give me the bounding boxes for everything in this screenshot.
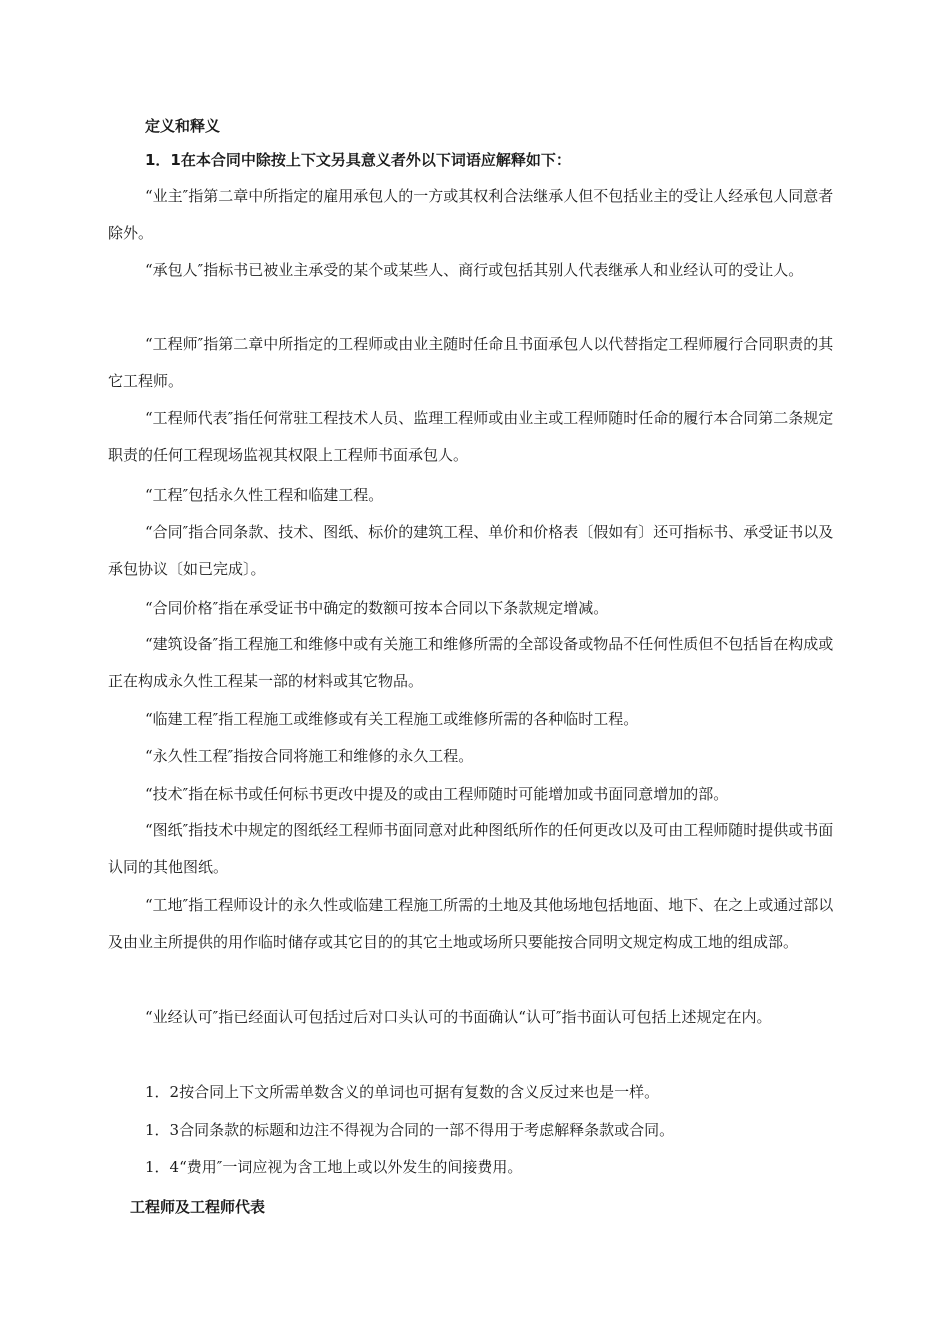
definition-specification: “技术″指在标书或任何标书更改中提及的或由工程师随时可能增加或书面同意增加的部。	[145, 785, 729, 803]
definition-engineer: “工程师″指第二章中所指定的工程师或由业主随时任命且书面承包人以代替指定工程师履行合同职责的其它工程师。	[108, 335, 834, 390]
clause-1-1: 1．1在本合同中除按上下文另具意义者外以下词语应解释如下：	[145, 151, 571, 169]
definition-site: “工地″指工程师设计的永久性或临建工程施工所需的土地及其他场地包括地面、地下、在之上或通过部以及由业主所提供的用作临时储存或其它目的的其它土地或场所只要能按合同明文规定构成工地的组成部。	[108, 896, 834, 951]
definition-drawings: “图纸″指技术中规定的图纸经工程师书面同意对此种图纸所作的任何更改以及可由工程师随时提供或书面认同的其他图纸。	[108, 821, 834, 876]
clause-1-4: 1．4“费用″一词应视为含工地上或以外发生的间接费用。	[145, 1158, 523, 1176]
definition-temporary-works: “临建工程″指工程施工或维修或有关工程施工或维修所需的各种临时工程。	[145, 710, 639, 728]
definition-permanent-works: “永久性工程″指按合同将施工和维修的永久工程。	[145, 747, 474, 765]
definition-employer: “业主″指第二章中所指定的雇用承包人的一方或其权利合法继承人但不包括业主的受让人经承包人同意者除外。	[108, 187, 834, 242]
definition-equipment: “建筑设备″指工程施工和维修中或有关施工和维修所需的全部设备或物品不任何性质但不包括旨在构成或正在构成永久性工程某一部的材料或其它物品。	[108, 635, 834, 690]
clause-1-3: 1．3合同条款的标题和边注不得视为合同的一部不得用于考虑解释条款或合同。	[145, 1121, 675, 1139]
definition-works: “工程″包括永久性工程和临建工程。	[145, 486, 384, 504]
section-heading-engineer: 工程师及工程师代表	[130, 1198, 266, 1216]
definition-contract: “合同″指合同条款、技术、图纸、标价的建筑工程、单价和价格表〔假如有〕还可指标书、承受证书以及承包协议〔如已完成〕。	[108, 523, 834, 578]
section-heading-definitions: 定义和释义	[145, 117, 221, 135]
definition-engineer-rep: “工程师代表″指任何常驻工程技术人员、监理工程师或由业主或工程师随时任命的履行本合同第二条规定职责的任何工程现场监视其权限上工程师书面承包人。	[108, 409, 834, 464]
definition-approved: “业经认可″指已经面认可包括过后对口头认可的书面确认“认可″指书面认可包括上述规定在内。	[145, 1008, 772, 1026]
definition-contract-price: “合同价格″指在承受证书中确定的数额可按本合同以下条款规定增减。	[145, 599, 609, 617]
definition-contractor: “承包人″指标书已被业主承受的某个或某些人、商行或包括其别人代表继承人和业经认可的受让人。	[145, 261, 804, 279]
clause-1-2: 1．2按合同上下文所需单数含义的单词也可据有复数的含义反过来也是一样。	[145, 1083, 660, 1101]
